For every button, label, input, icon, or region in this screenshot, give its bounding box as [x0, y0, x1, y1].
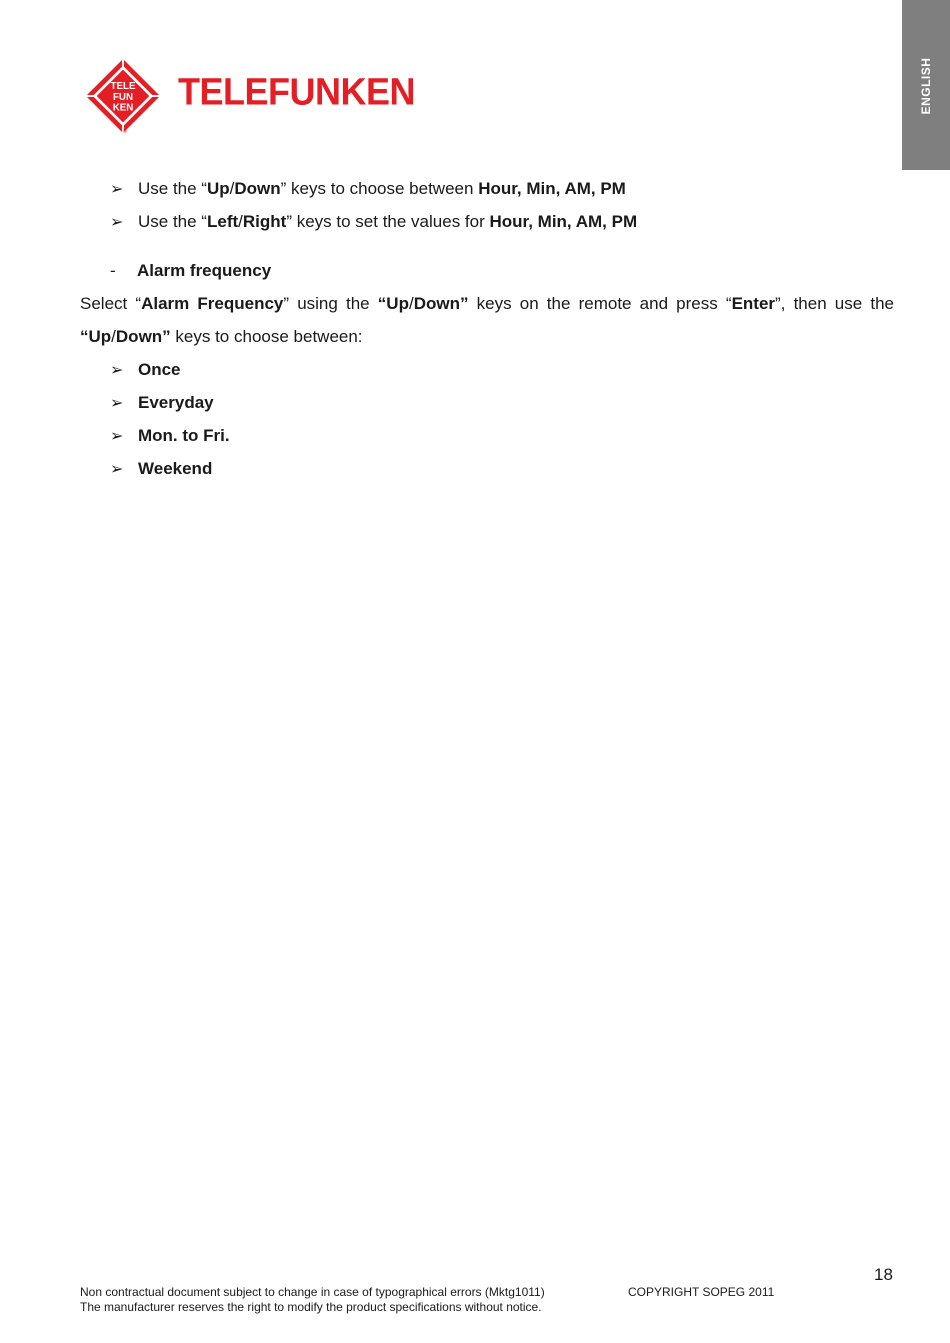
- key-name: Down”: [115, 327, 171, 346]
- language-label: ENGLISH: [919, 57, 933, 115]
- text-segment: ” using the: [283, 294, 378, 313]
- option-row: [80, 353, 894, 386]
- key-name: “Up: [377, 294, 409, 313]
- text-segment: keys to choose between:: [170, 327, 363, 346]
- section-title: Alarm frequency: [137, 261, 272, 280]
- bullet-text: [138, 205, 637, 238]
- bullet-arrow-icon: ➢: [110, 362, 124, 379]
- bullet-arrow-icon: ➢: [110, 428, 124, 445]
- text-segment: /: [238, 212, 243, 231]
- footer: [80, 1285, 775, 1315]
- bullet-text: [138, 172, 626, 205]
- value-list: Hour, Min, AM, PM: [478, 179, 626, 198]
- registered-mark: ®: [122, 129, 128, 135]
- key-name: Down: [234, 179, 281, 198]
- bullet-row: [80, 172, 894, 205]
- option-label: Weekend: [138, 459, 213, 478]
- option-label: Everyday: [138, 393, 214, 412]
- text-segment: Use the “: [138, 212, 207, 231]
- key-name: Left: [206, 212, 239, 231]
- key-name: Up: [206, 179, 230, 198]
- bullet-arrow-icon: ➢: [110, 461, 124, 478]
- text-segment: /: [229, 179, 235, 198]
- section-heading: [80, 254, 894, 287]
- bullet-arrow-icon: ➢: [110, 181, 124, 198]
- option-row: [80, 419, 894, 452]
- text-segment: keys on the remote and press “: [468, 294, 732, 313]
- option-row: [80, 452, 894, 485]
- bullet-arrow-icon: ➢: [110, 395, 124, 412]
- key-name: “Up: [80, 327, 112, 346]
- text-segment: /: [111, 327, 116, 346]
- footer-disclaimer: Non contractual document subject to change in case of typographical errors (Mktg1011): [80, 1285, 545, 1299]
- brand-name: TELEFUNKEN: [178, 69, 415, 113]
- menu-item-name: Alarm Frequency: [141, 294, 284, 313]
- emblem-line-3: KEN: [112, 102, 134, 114]
- telefunken-logo: [84, 56, 415, 136]
- telefunken-emblem-icon: [84, 57, 162, 135]
- text-segment: Select “: [80, 294, 142, 313]
- manual-content: [80, 172, 894, 485]
- text-segment: ” keys to set the values for: [286, 212, 490, 231]
- bullet-arrow-icon: ➢: [110, 214, 124, 231]
- footer-line-2: The manufacturer reserves the right to modify the product specifications without notice.: [80, 1300, 542, 1314]
- emblem-line-2: FUN: [112, 91, 134, 103]
- option-label: Mon. to Fri.: [138, 426, 230, 445]
- language-tab: [902, 0, 950, 170]
- bullet-row: [80, 205, 894, 238]
- section-dash: -: [110, 261, 116, 280]
- text-segment: ”, then use the: [775, 294, 895, 313]
- value-list: Hour, Min, AM, PM: [489, 212, 638, 231]
- option-row: [80, 386, 894, 419]
- option-label: Once: [138, 360, 181, 379]
- key-name: Enter: [731, 294, 776, 313]
- text-segment: Use the “: [138, 179, 207, 198]
- key-name: Down”: [413, 294, 469, 313]
- footer-copyright: COPYRIGHT SOPEG 2011: [628, 1285, 775, 1299]
- key-name: Right: [242, 212, 287, 231]
- instruction-paragraph: [80, 287, 894, 353]
- footer-line-1: [80, 1285, 775, 1300]
- page-number: 18: [874, 1265, 893, 1284]
- text-segment: /: [408, 294, 414, 313]
- emblem-line-1: TELE: [110, 81, 136, 93]
- text-segment: ” keys to choose between: [280, 179, 479, 198]
